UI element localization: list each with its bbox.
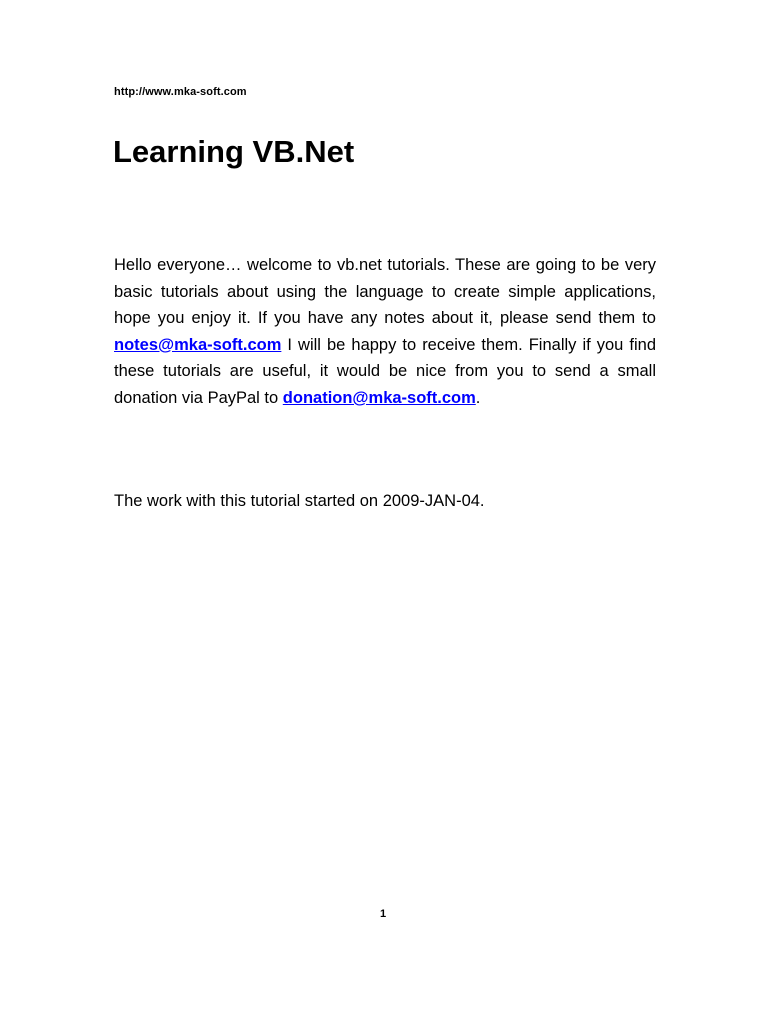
notes-email-link[interactable]: notes@mka-soft.com	[114, 335, 282, 354]
intro-text-part1: Hello everyone… welcome to vb.net tutorials. These are going to be very basic tutorials about using the language to create simple applications, hope you enjoy it. If you have any notes about it, please send them to	[114, 256, 656, 328]
donation-email-link[interactable]: donation@mka-soft.com	[282, 388, 476, 407]
intro-text-part3: .	[475, 388, 481, 407]
start-date-line: The work with this tutorial started on 2009-JAN-04.	[114, 492, 485, 510]
intro-paragraph	[114, 252, 656, 412]
page-number: 1	[380, 908, 387, 920]
header-url-prefix: http://www.	[114, 86, 174, 98]
page-title: Learning VB.Net	[113, 134, 355, 169]
intro-text-part2: I will be happy to receive them. Finally if you find these tutorials are useful, it would be nice from you to send a small donation via PayPal to	[114, 335, 656, 407]
header-url-domain: mka-soft.com	[173, 86, 247, 98]
header-url	[114, 86, 247, 98]
